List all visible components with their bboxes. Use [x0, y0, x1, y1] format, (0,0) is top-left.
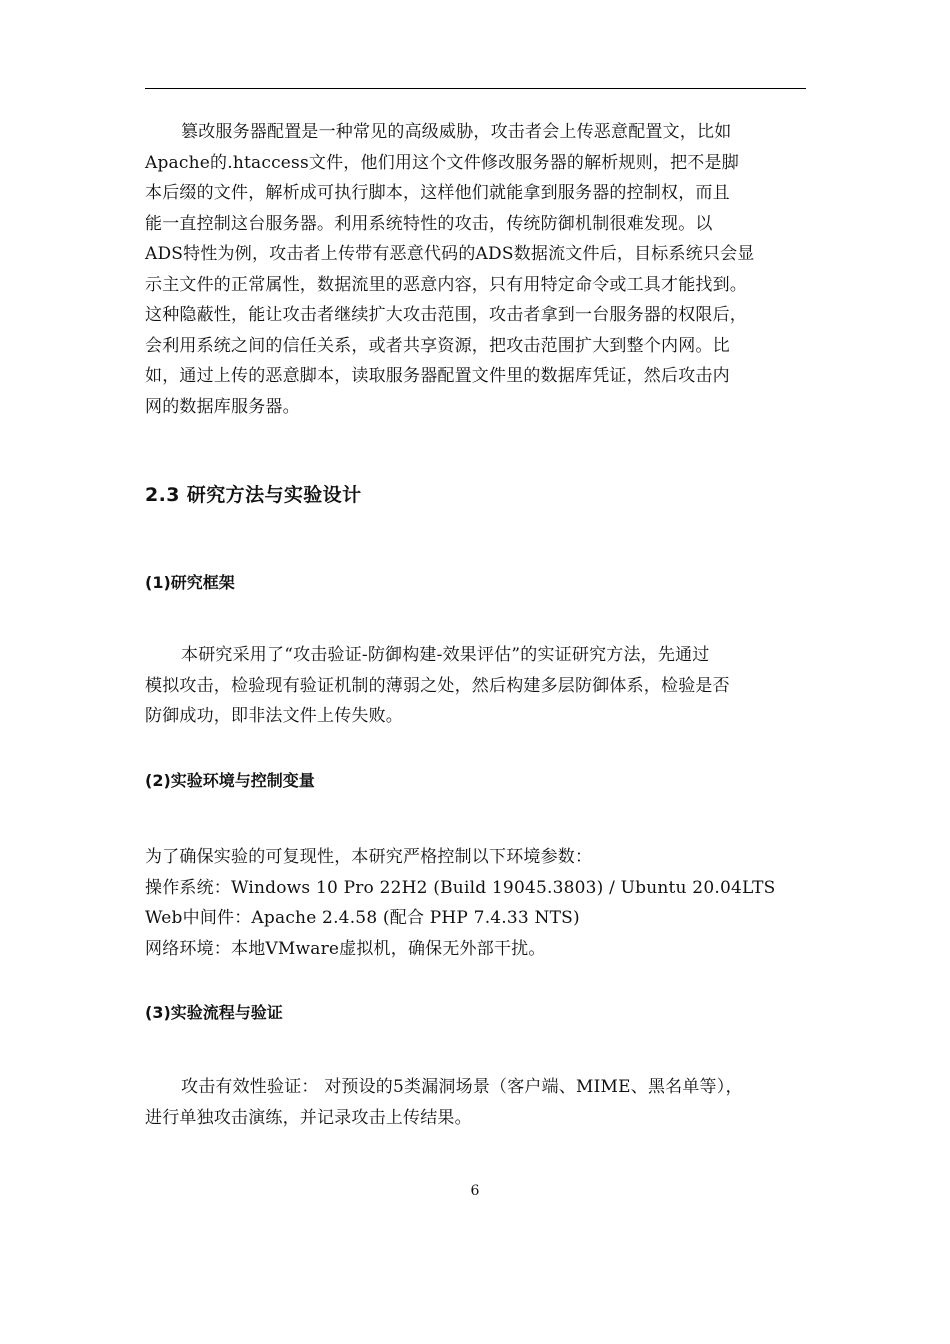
paragraph-environment [145, 842, 810, 964]
paragraph-line: 模拟攻击，检验现有验证机制的薄弱之处，然后构建多层防御体系，检验是否 [145, 675, 730, 696]
header-rule [145, 88, 806, 89]
page-number: 6 [470, 1183, 480, 1199]
paragraph-line: 如，通过上传的恶意脚本，读取服务器配置文件里的数据库凭证，然后攻击内 [145, 366, 730, 386]
paragraph-line: ADS特性为例，攻击者上传带有恶意代码的ADS数据流文件后，目标系统只会显 [145, 244, 755, 264]
paragraph-line: 篡改服务器配置是一种常见的高级威胁，攻击者会上传恶意配置文，比如 [181, 122, 732, 142]
section-heading: 2.3 研究方法与实验设计 [145, 484, 362, 506]
env-intro-line: 为了确保实验的可复现性，本研究严格控制以下环境参数： [145, 847, 593, 867]
sub-heading-experiment-env: (2)实验环境与控制变量 [145, 771, 315, 790]
paragraph-line: 网的数据库服务器。 [145, 396, 300, 417]
paragraph-line: 这种隐蔽性，能让攻击者继续扩大攻击范围，攻击者拿到一台服务器的权限后， [145, 305, 747, 325]
paragraph-line: 示主文件的正常属性，数据流里的恶意内容，只有用特定命令或工具才能找到。 [145, 274, 747, 295]
paragraph-line: 防御成功，即非法文件上传失败。 [145, 706, 403, 726]
paragraph-line: 本研究采用了“攻击验证-防御构建-效果评估”的实证研究方法，先通过 [181, 645, 710, 665]
paragraph-line: 本后缀的文件，解析成可执行脚本，这样他们就能拿到服务器的控制权，而且 [145, 183, 730, 203]
paragraph-research-method [145, 640, 810, 732]
sub-heading-experiment-flow: (3)实验流程与验证 [145, 1003, 283, 1022]
env-network-line: 网络环境：本地VMware虚拟机，确保无外部干扰。 [145, 938, 546, 959]
paragraph-line: Apache的.htaccess文件，他们用这个文件修改服务器的解析规则，把不是脚 [145, 152, 739, 173]
paragraph-line: 攻击有效性验证： 对预设的5类漏洞场景（客户端、MIME、黑名单等）， [181, 1077, 743, 1097]
env-os-line: 操作系统：Windows 10 Pro 22H2 (Build 19045.3803) / Ubuntu 20.04LTS [145, 877, 776, 898]
paragraph-line: 能一直控制这台服务器。利用系统特性的攻击，传统防御机制很难发现。以 [145, 213, 713, 234]
paragraph-line: 会利用系统之间的信任关系，或者共享资源，把攻击范围扩大到整个内网。比 [145, 335, 730, 356]
env-web-line: Web中间件：Apache 2.4.58 (配合 PHP 7.4.33 NTS) [145, 908, 580, 928]
paragraph-server-config-threat [145, 117, 810, 422]
sub-heading-research-framework: (1)研究框架 [145, 573, 235, 592]
paragraph-attack-validation [145, 1072, 810, 1133]
paragraph-line: 进行单独攻击演练，并记录攻击上传结果。 [145, 1107, 472, 1128]
